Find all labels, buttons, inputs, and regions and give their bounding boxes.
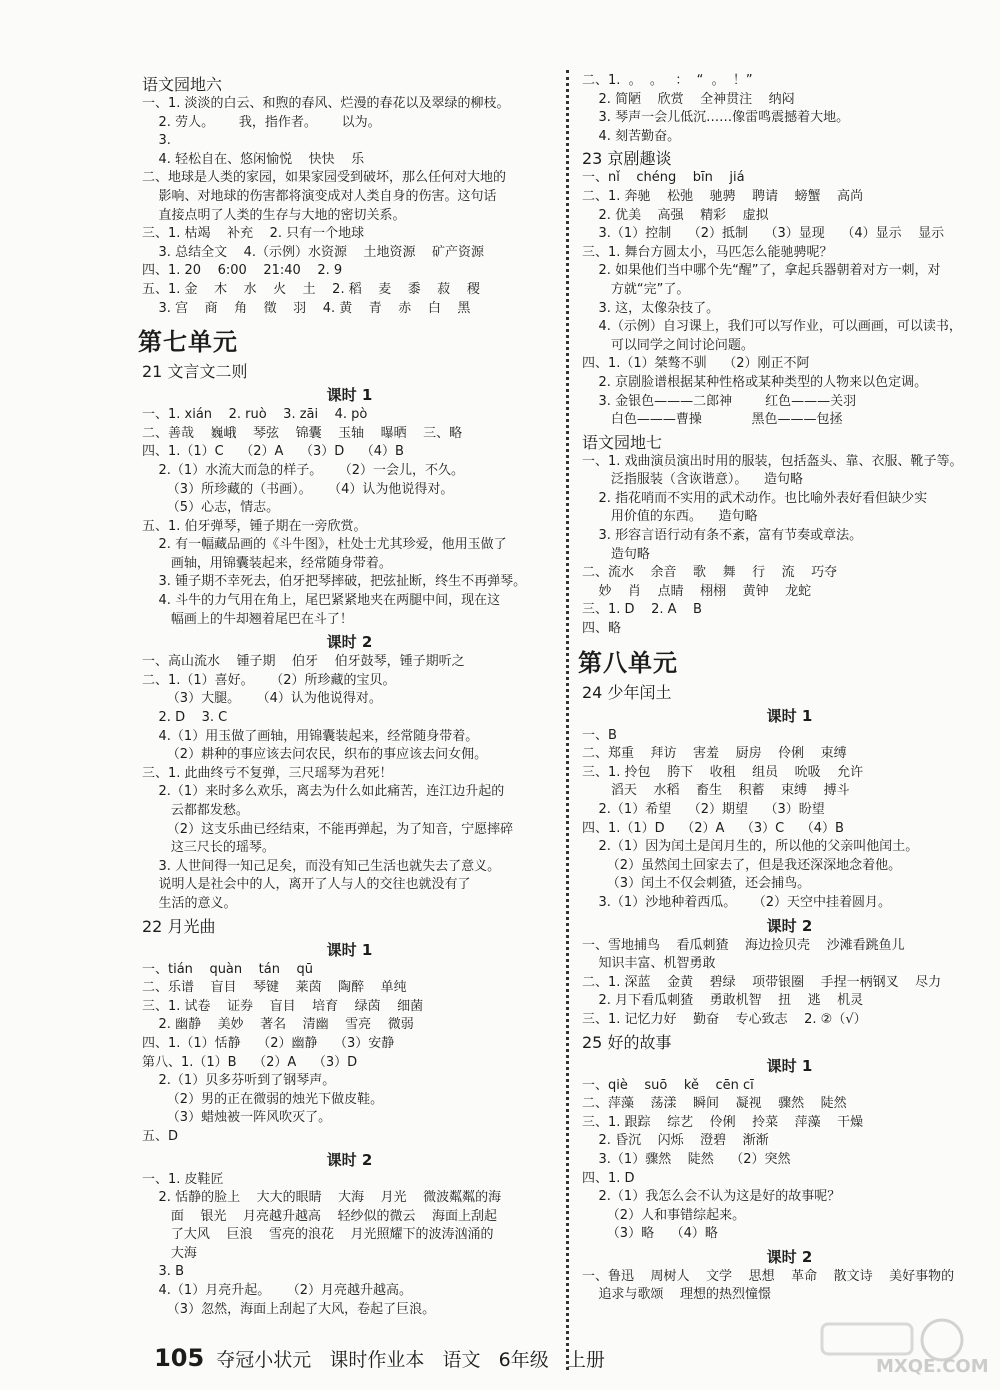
left-answer-line: 2. 有一幅藏品画的《斗牛图》，杜处士尤其珍爱，他用玉做了 (142, 537, 507, 553)
right-answer-line: 妙 肖 点睛 栩栩 黄钟 龙蛇 (582, 583, 812, 599)
page-number: 105 (154, 1344, 205, 1372)
right-period-heading: 课时 2 (766, 916, 813, 935)
right-answer-line: 三、1. D 2. A B (582, 602, 702, 618)
left-answer-line: 3. 锺子期不幸死去，伯牙把琴摔破，把弦扯断，终生不再弹琴。 (142, 574, 527, 590)
left-lesson-title: 语文园地六 (142, 75, 223, 94)
left-answer-line: 2.（1）贝多芬听到了钢琴声。 (142, 1073, 336, 1089)
left-answer-line: 四、1.（1）C （2）A （3）D （4）B (142, 444, 404, 460)
left-answer-line: 了大风 巨浪 雪亮的浪花 月光照耀下的波涛汹涌的 (142, 1227, 494, 1243)
right-answer-line: 一、鲁迅 周树人 文学 思想 革命 散文诗 美好事物的 (582, 1268, 955, 1284)
left-answer-line: 五、1. 金 木 水 火 土 2. 稻 麦 黍 菽 稷 (142, 281, 480, 297)
right-unit-heading: 第八单元 (578, 648, 678, 677)
left-answer-line: 2. 劳人。 我，指作者。 以为。 (142, 114, 381, 130)
right-lesson-title: 23 京剧趣谈 (582, 149, 672, 169)
right-answer-line: 造句略 (582, 546, 650, 562)
left-lesson-title: 21 文言文二则 (142, 362, 248, 382)
left-answer-line: 画轴，用锦囊装起来，经常随身带着。 (142, 555, 392, 571)
book-title: 夺冠小状元 课时作业本 语文 6年级 上册 (204, 1349, 605, 1371)
left-answer-line: 一、高山流水 锺子期 伯牙 伯牙鼓琴，锺子期听之 (142, 654, 465, 670)
left-answer-line: 大海 (142, 1245, 197, 1261)
right-answer-line: 2. 指花哨而不实用的武术动作。也比喻外表好看但缺少实 (582, 490, 928, 506)
right-answer-line: 4. 刻苦勤奋。 (582, 128, 681, 144)
right-answer-line: 四、1.（1）D （2）A （3）C （4）B (582, 820, 844, 836)
right-answer-line: （3）闰土不仅会刺猹，还会捕鸟。 (582, 876, 811, 892)
right-lesson-title: 24 少年闰土 (582, 682, 672, 702)
left-unit-heading: 第七单元 (138, 328, 238, 357)
right-answer-line: 白色———曹操 黑色———包拯 (582, 412, 843, 428)
right-answer-line: 3. 金银色———二郎神 红色———关羽 (582, 393, 857, 409)
left-answer-line: 二、地球是人类的家园，如果家园受到破坏，那么任何对大地的 (142, 170, 507, 186)
right-answer-line: 3. 这，太像杂技了。 (582, 300, 720, 316)
right-answer-line: 二、1. 奔驰 松弛 驰骋 聘请 螃蟹 高尚 (582, 188, 864, 204)
right-answer-line: 3.（1）沙地种着西瓜。 （2）天空中挂着圆月。 (582, 894, 892, 910)
left-answer-line: 说明人是社会中的人，离开了人与人的交往也就没有了 (142, 877, 471, 893)
right-answer-line: 2.（1）我怎么会不认为这是好的故事呢？ (582, 1189, 841, 1205)
right-answer-line: 一、nǐ chéng bīn jiá (582, 170, 745, 186)
left-answer-line: 4. 斗牛的力气用在角上，尾巴紧紧地夹在两腿中间，现在这 (142, 593, 501, 609)
right-answer-line: 2. 昏沉 闪烁 澄碧 渐渐 (582, 1133, 769, 1149)
right-answer-line: 2. 月下看瓜刺猹 勇敢机智 扭 逃 机灵 (582, 993, 864, 1009)
right-answer-line: 2. 如果他们当中哪个先“醒”了，拿起兵器朝着对方一刺，对 (582, 263, 941, 279)
right-answer-line: 3. 琴声一会儿低沉……像雷鸣震撼着大地。 (582, 110, 850, 126)
left-answer-line: 二、乐谱 盲目 琴键 莱茵 陶醉 单纯 (142, 980, 407, 996)
left-answer-line: 五、1. 伯牙弹琴，锺子期在一旁欣赏。 (142, 518, 367, 534)
right-answer-line: 2. 简陋 欣赏 全神贯注 纳闷 (582, 91, 795, 107)
right-answer-line: 泛指服装（含诙谐意）。 造句略 (582, 472, 803, 488)
left-answer-line: （3）大腿。 （4）认为他说得对。 (142, 691, 382, 707)
left-answer-line: 三、1. 试卷 证券 盲目 培育 绿茵 细菌 (142, 998, 424, 1014)
right-answer-line: 3. 形容言语行动有条不紊，富有节奏或章法。 (582, 528, 863, 544)
watermark-logo (812, 1316, 989, 1377)
right-answer-line: 三、1. 记忆力好 勤奋 专心致志 2. ②（√） (582, 1011, 867, 1027)
right-answer-line: 一、雪地捕鸟 看瓜刺猹 海边捡贝壳 沙滩看跳鱼儿 (582, 937, 905, 953)
right-answer-line: 2.（1）因为闰土是闰月生的，所以他的父亲叫他闰土。 (582, 839, 919, 855)
left-answer-line: 4.（1）用玉做了画轴，用锦囊装起来，经常随身带着。 (142, 728, 479, 744)
left-answer-line: 云都都发愁。 (142, 803, 249, 818)
left-answer-line: （2）耕种的事应该去问农民，织布的事应该去问女佣。 (142, 747, 488, 763)
left-answer-line: 二、善哉 巍峨 琴弦 锦囊 玉轴 曝晒 三、略 (142, 425, 463, 441)
left-column (138, 72, 557, 1319)
right-answer-line: 一、B (582, 727, 617, 743)
right-answer-line: （2）人和事错综起来。 (582, 1207, 746, 1223)
left-answer-line: （5）心志，情志。 (142, 500, 280, 516)
right-answer-line: 可以同学之间讨论问题。 (582, 337, 754, 353)
right-answer-line: 二、流水 余音 歌 舞 行 流 巧夺 (582, 565, 838, 581)
right-answer-line: 滔天 水稻 畜生 积蓄 束缚 搏斗 (582, 783, 850, 799)
right-column (578, 72, 997, 1305)
right-answer-line: 四、1. D (582, 1170, 635, 1186)
left-answer-line: 4.（1）月亮升起。 （2）月亮越升越高。 (142, 1283, 413, 1299)
right-answer-line: 追求与歌颂 理想的热烈憧憬 (582, 1287, 772, 1303)
left-answer-line: 2. D 3. C (142, 710, 228, 726)
right-lesson-title: 语文园地七 (582, 432, 663, 452)
left-answer-line: 四、1.（1）恬静 （2）幽静 （3）安静 (142, 1035, 395, 1051)
left-answer-line: 2. 幽静 美妙 著名 清幽 雪亮 微弱 (142, 1017, 414, 1033)
right-answer-line: 二、1. 深蓝 金黄 碧绿 项带银圈 手捏一柄钢叉 尽力 (582, 974, 942, 990)
right-answer-line: 三、1. 舞台方圆太小，马匹怎么能驰骋呢？ (582, 244, 833, 260)
left-answer-line: 一、tián quàn tán qū (142, 961, 313, 977)
left-answer-line: 一、1. 皮鞋匠 (142, 1171, 224, 1187)
right-answer-line: 知识丰富、机智勇敢 (582, 956, 716, 972)
right-answer-line: 二、1. 。 。 ： “ 。 ！” (582, 73, 753, 88)
right-answer-line: 一、qiè suō kě cēn cī (582, 1077, 754, 1093)
right-period-heading: 课时 1 (766, 1056, 813, 1075)
left-answer-line: 3. B (142, 1264, 184, 1280)
right-answer-line: 2.（1）希望 （2）期望 （3）盼望 (582, 802, 825, 817)
left-period-heading: 课时 2 (326, 633, 373, 652)
left-answer-line: 幅画上的牛却翘着尾巴在斗了！ (142, 611, 353, 627)
left-answer-line: 一、1. xián 2. ruò 3. zāi 4. pò (142, 407, 368, 423)
right-answer-line: 2. 优美 高强 精彩 虚拟 (582, 207, 769, 223)
left-answer-line: 一、1. 淡淡的白云、和煦的春风、烂漫的春花以及翠绿的柳枝。 (142, 96, 510, 111)
left-answer-line: 2.（1）来时多么欢乐，离去为什么如此痛苦，连江边升起的 (142, 784, 505, 800)
left-answer-line: （3）忽然，海面上刮起了大风，卷起了巨浪。 (142, 1301, 436, 1317)
left-answer-line: 五、D (142, 1128, 179, 1144)
page-footer (142, 1322, 605, 1372)
left-answer-line: 直接点明了人类的生存与大地的密切关系。 (142, 207, 406, 223)
left-period-heading: 课时 1 (326, 386, 373, 405)
right-period-heading: 课时 2 (766, 1247, 813, 1266)
left-answer-line: 2. 恬静的脸上 大大的眼睛 大海 月光 微波粼粼的海 (142, 1190, 502, 1206)
watermark-text: MXQE.COM (876, 1356, 989, 1377)
left-answer-line: 4. 轻松自在、悠闲愉悦 快快 乐 (142, 151, 365, 167)
left-answer-line: 二、1.（1）喜好。 （2）所珍藏的宝贝。 (142, 672, 396, 688)
right-answer-line: 四、略 (582, 621, 622, 637)
right-answer-line: 三、1. 拎包 胯下 收租 组员 吮吸 允许 (582, 764, 864, 780)
left-answer-line: 3. 宫 商 角 徵 羽 4. 黄 青 赤 白 黑 (142, 300, 471, 316)
left-answer-line: 3. 人世间得一知己足矣，而没有知己生活也就失去了意义。 (142, 858, 501, 874)
left-answer-line: （3）蜡烛被一阵风吹灭了。 (142, 1110, 332, 1126)
left-answer-line: （3）所珍藏的（书画）。 （4）认为他说得对。 (142, 481, 454, 497)
left-answer-line: 四、1. 20 6:00 21:40 2. 9 (142, 263, 343, 279)
left-answer-line: 3. 总结全文 4.（示例）水资源 土地资源 矿产资源 (142, 244, 485, 260)
right-answer-line: 二、萍藻 荡漾 瞬间 凝视 骤然 陡然 (582, 1096, 847, 1112)
left-answer-line: 第八、1.（1）B （2）A （3）D (142, 1054, 358, 1070)
left-period-heading: 课时 2 (326, 1150, 373, 1169)
left-lesson-title: 22 月光曲 (142, 916, 216, 936)
left-answer-line: 这三尺长的瑶琴。 (142, 840, 275, 856)
right-answer-line: 三、1. 跟踪 综艺 伶俐 拎菜 萍藻 干燥 (582, 1114, 864, 1130)
left-answer-line: （2）男的正在微弱的烛光下做皮鞋。 (142, 1091, 384, 1107)
right-answer-line: （2）虽然闰土回家去了，但是我还深深地念着他。 (582, 857, 902, 873)
right-answer-line: 2. 京剧脸谱根据某种性格或某种类型的人物来以色定调。 (582, 374, 928, 390)
right-answer-line: 方就“完”了。 (582, 281, 690, 297)
right-answer-line: 一、1. 戏曲演员演出时用的服装，包括盔头、靠、衣服、靴子等。 (582, 453, 963, 469)
column-divider (566, 70, 569, 1370)
left-answer-line: 三、1. 此曲终亏不复弹，三尺瑶琴为君死！ (142, 765, 393, 781)
left-answer-line: 2.（1）水流大而急的样子。 （2）一会儿，不久。 (142, 462, 465, 478)
right-lesson-title: 25 好的故事 (582, 1032, 672, 1052)
right-answer-line: 3.（1）骤然 陡然 （2）突然 (582, 1151, 791, 1167)
left-answer-line: 三、1. 枯竭 补充 2. 只有一个地球 (142, 226, 365, 242)
left-answer-line: 生活的意义。 (142, 895, 237, 911)
right-answer-line: 用价值的东西。 造句略 (582, 509, 758, 525)
left-answer-line: 面 银光 月亮越升越高 轻纱似的微云 海面上刮起 (142, 1208, 498, 1224)
left-answer-line: 影响、对地球的伤害都将演变成对人类自身的伤害。这句话 (142, 188, 497, 204)
right-answer-line: 3.（1）控制 （2）抵制 （3）显现 （4）显示 显示 (582, 226, 945, 242)
right-period-heading: 课时 1 (766, 706, 813, 725)
right-answer-line: 二、郑重 拜访 害羞 厨房 伶俐 束缚 (582, 746, 847, 762)
right-answer-line: 四、1.（1）桀骜不驯 （2）刚正不阿 (582, 356, 810, 372)
left-period-heading: 课时 1 (326, 940, 373, 959)
right-answer-line: （3）略 （4）略 (582, 1226, 718, 1242)
right-answer-line: 4.（示例）自习课上，我们可以写作业，可以画画，可以读书， (582, 319, 962, 335)
left-answer-line: （2）这支乐曲已经结束，不能再弹起，为了知音，宁愿摔碎 (142, 821, 514, 837)
left-answer-line: 3. (142, 133, 171, 149)
